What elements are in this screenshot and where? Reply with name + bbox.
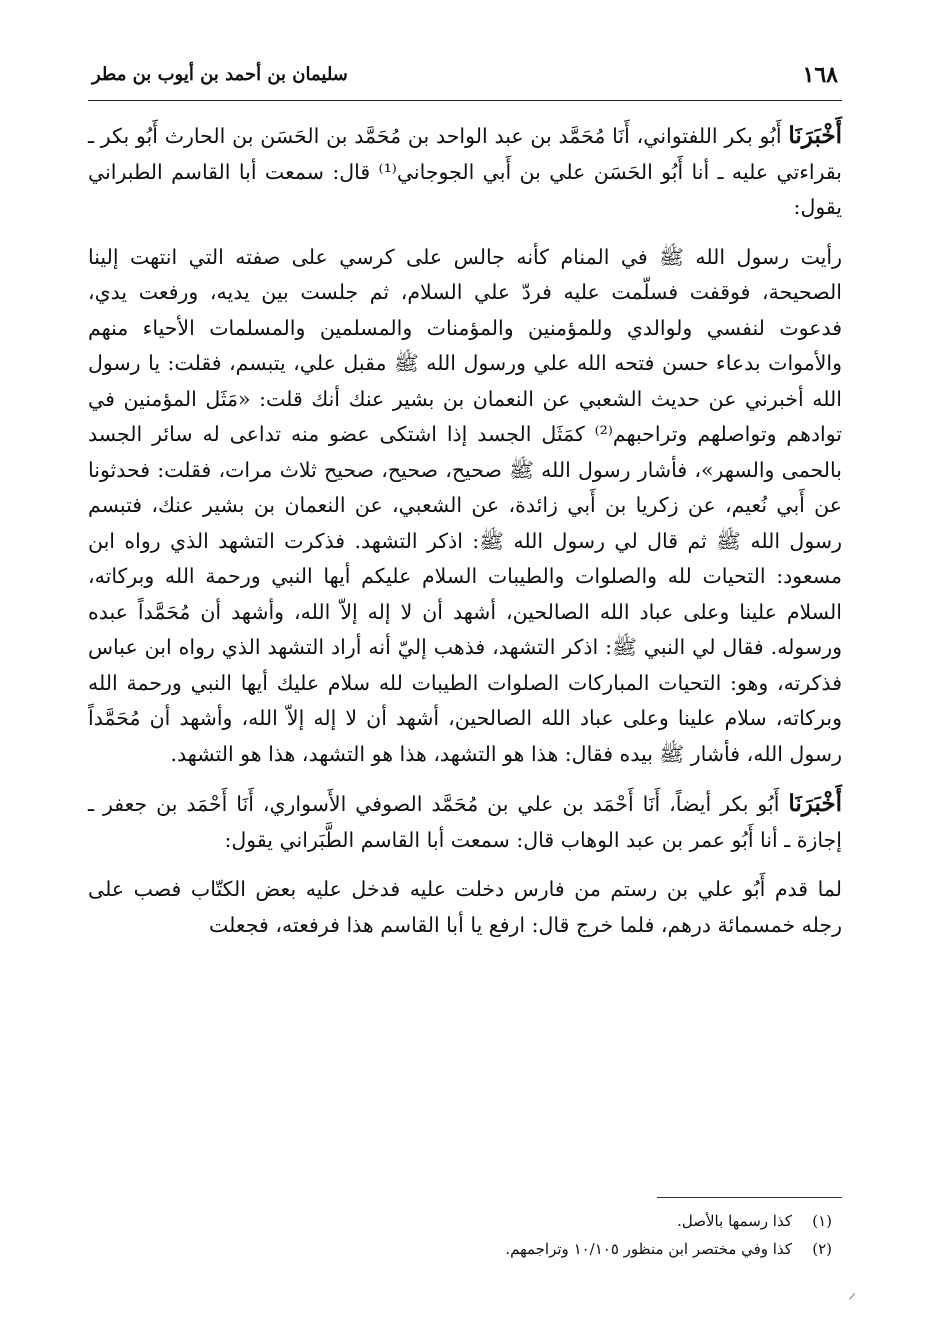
isnad-keyword: أَخْبَرَنَا bbox=[788, 122, 842, 149]
paragraph-text: رأيت رسول الله ﷺ في المنام كأنه جالس على كرسي على صفته التي انتهت إلينا الصحيحة، فوقفت فسلّمت عليه فردّ علي السلام، ثم جلست بين يديه، ورفعت يدي، فدعوت لنفسي ولوالدي وللمؤمنين والمؤمنات والمسلمين والمسلمات الأحياء منهم والأموات بدعاء حسن فتحه الله علي ورسول الله ﷺ مقبل علي، يتبسم، فقلت: يا رسول الله أخبرني عن حديث الشعبي عن النعمان بن بشير عنك أنك قلت: «مَثَل المؤمنين في توادهم وتواصلهم وتراحبهم⁽²⁾ كمَثَل الجسد إذا اشتكى عضو منه تداعى له سائر الجسد بالحمى والسهر»، فأشار رسول الله ﷺ صحيح، صحيح، صحيح ثلاث مرات، فقلت: فحدثونا عن أَبي نُعيم، عن زكريا بن أَبي زائدة، عن الشعبي، عن النعمان بن بشير عنك، فتبسم رسول الله ﷺ ثم قال لي رسول الله ﷺ: اذكر التشهد. فذكرت التشهد الذي رواه ابن مسعود: التحيات لله والصلوات والطيبات السلام عليكم أيها النبي ورحمة الله وبركاته، السلام علينا وعلى عباد الله الصالحين، أشهد أن لا إله إلاّ الله، وأشهد أن مُحَمَّداً عبده ورسوله. فقال لي النبي ﷺ: اذكر التشهد، فذهب إليّ أنه أراد التشهد الذي رواه ابن عباس فذكرته، وهو: التحيات المباركات الصلوات الطيبات لله سلام عليك أيها النبي ورحمة الله وبركاته، سلام علينا وعلى عباد الله الصالحين، أشهد أن لا إله إلاّ الله، وأشهد أن مُحَمَّداً رسول الله، فأشار ﷺ بيده فقال: هذا هو التشهد، هذا هو التشهد، هذا هو التشهد. bbox=[88, 244, 842, 766]
isnad-keyword: أَخْبَرَنَا bbox=[788, 790, 842, 817]
footnotes bbox=[88, 1207, 842, 1263]
footnote-number: (٢) bbox=[812, 1240, 832, 1258]
running-title: سليمان بن أحمد بن أيوب بن مطر bbox=[92, 64, 348, 85]
paragraph-1 bbox=[88, 118, 842, 226]
footnote-2 bbox=[88, 1235, 842, 1263]
paragraph-3 bbox=[88, 786, 842, 858]
header-rule bbox=[88, 100, 842, 101]
footnote-text: كذا وفي مختصر ابن منظور ١٠/١٠٥ وتراجمهم. bbox=[505, 1240, 792, 1258]
paragraph-text: أَبُو بكر اللفتواني، أَنَا مُحَمَّد بن عبد الواحد بن مُحَمَّد بن الحَسَن بن الحارث أَبُو بكر ـ بقراءتي عليه ـ أنا أَبُو الحَسَن علي بن أَبي الجوجاني⁽¹⁾ قال: سمعت أبا القاسم الطبراني يقول: bbox=[88, 124, 843, 219]
page-number: ١٦٨ bbox=[802, 62, 838, 88]
paragraph-text: لما قدم أَبُو علي بن رستم من فارس دخلت عليه فدخل عليه بعض الكتّاب فصب على رجله خمسمائة درهم، فلما خرج قال: ارفع يا أبا القاسم هذا فرفعته، فجعلت bbox=[88, 877, 842, 937]
footnote-1 bbox=[88, 1207, 842, 1235]
footnote-text: كذا رسمها بالأصل. bbox=[677, 1212, 792, 1230]
paragraph-4 bbox=[88, 872, 842, 943]
main-text bbox=[88, 118, 842, 943]
footnote-rule bbox=[657, 1197, 842, 1198]
paragraph-2 bbox=[88, 240, 842, 773]
paragraph-text: أَبُو بكر أيضاً، أَنَا أَحْمَد بن علي بن مُحَمَّد الصوفي الأَسواري، أَنَا أَحْمَد بن جعفر ـ إجازة ـ أنا أَبُو عمر بن عبد الوهاب قال: سمعت أبا القاسم الطَّبَراني يقول: bbox=[88, 792, 842, 852]
scan-mark bbox=[849, 1293, 855, 1300]
page-header bbox=[88, 62, 842, 98]
footnote-number: (١) bbox=[812, 1212, 832, 1230]
